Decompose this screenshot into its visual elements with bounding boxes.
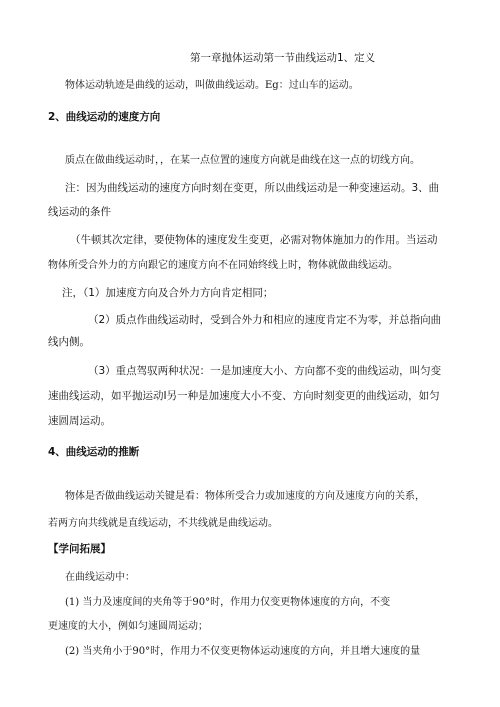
paragraph-judgement-line1: 物体是否做曲线运动关键是看：物体所受合力或加速度的方向及速度方向的关系， — [65, 491, 425, 502]
heading-velocity-direction: 2、曲线运动的速度方向 — [48, 111, 161, 123]
paragraph-judgement-line2: 若两方向共线就是直线运动，不共线就是曲线运动。 — [48, 518, 278, 529]
paragraph-conditions-line2: 物体所受合外力的方向跟它的速度方向不在同始终线上时，物体就做曲线运动。 — [48, 260, 398, 271]
extension-item-1-line1: (1) 当力及速度间的夹角等于90°时，作用力仅变更物体速度的方向，不变 — [65, 597, 391, 608]
note-item-3-line1: （3）重点驾驭两种状况：一是加速度大小、方向都不变的曲线运动，叫匀变 — [88, 365, 442, 377]
paragraph-conditions-line1: （牛顿其次定律，要使物体的速度发生变更，必需对物体施加力的作用。当运动 — [70, 234, 438, 246]
note-variable-motion-line2: 线运动的条件 — [48, 206, 111, 218]
note-item-3-line2: 速曲线运动，如平抛运动I另一种是加速度大小不变、方向时刻变更的曲线运动，如匀 — [48, 390, 440, 402]
paragraph-velocity-direction: 质点在做曲线运动时，，在某一点位置的速度方向就是曲线在这一点的切线方向。 — [65, 155, 420, 166]
note-item-3-line3: 速圆周运动。 — [48, 415, 111, 427]
heading-judgement: 4、曲线运动的推断 — [48, 446, 140, 458]
extension-item-1-line2: 更速度的大小，例如匀速圆周运动； — [48, 621, 208, 632]
paragraph-definition: 物体运动轨迹是曲线的运动，叫做曲线运动。Eg：过山车的运动。 — [65, 80, 359, 91]
extension-intro: 在曲线运动中： — [65, 572, 135, 583]
note-item-2-line1: （2）质点作曲线运动时，受到合外力和相应的速度肯定不为零，并总指向曲 — [88, 314, 442, 326]
extension-item-2-line1: (2) 当夹角小于90°时，作用力不仅变更物体运动速度的方向，并且增大速度的量 — [65, 646, 421, 657]
knowledge-extension-header: 【学问拓展】 — [48, 543, 111, 555]
note-variable-motion-line1: 注：因为曲线运动的速度方向时刻在变更，所以曲线运动是一种变速运动。3、曲 — [65, 182, 440, 194]
note-item-1: 注，（1）加速度方向及合外力方向肯定相同； — [62, 287, 274, 299]
note-item-2-line2: 线内侧。 — [48, 336, 90, 348]
page-title: 第一章抛体运动第一节曲线运动1、定义 — [190, 52, 376, 64]
